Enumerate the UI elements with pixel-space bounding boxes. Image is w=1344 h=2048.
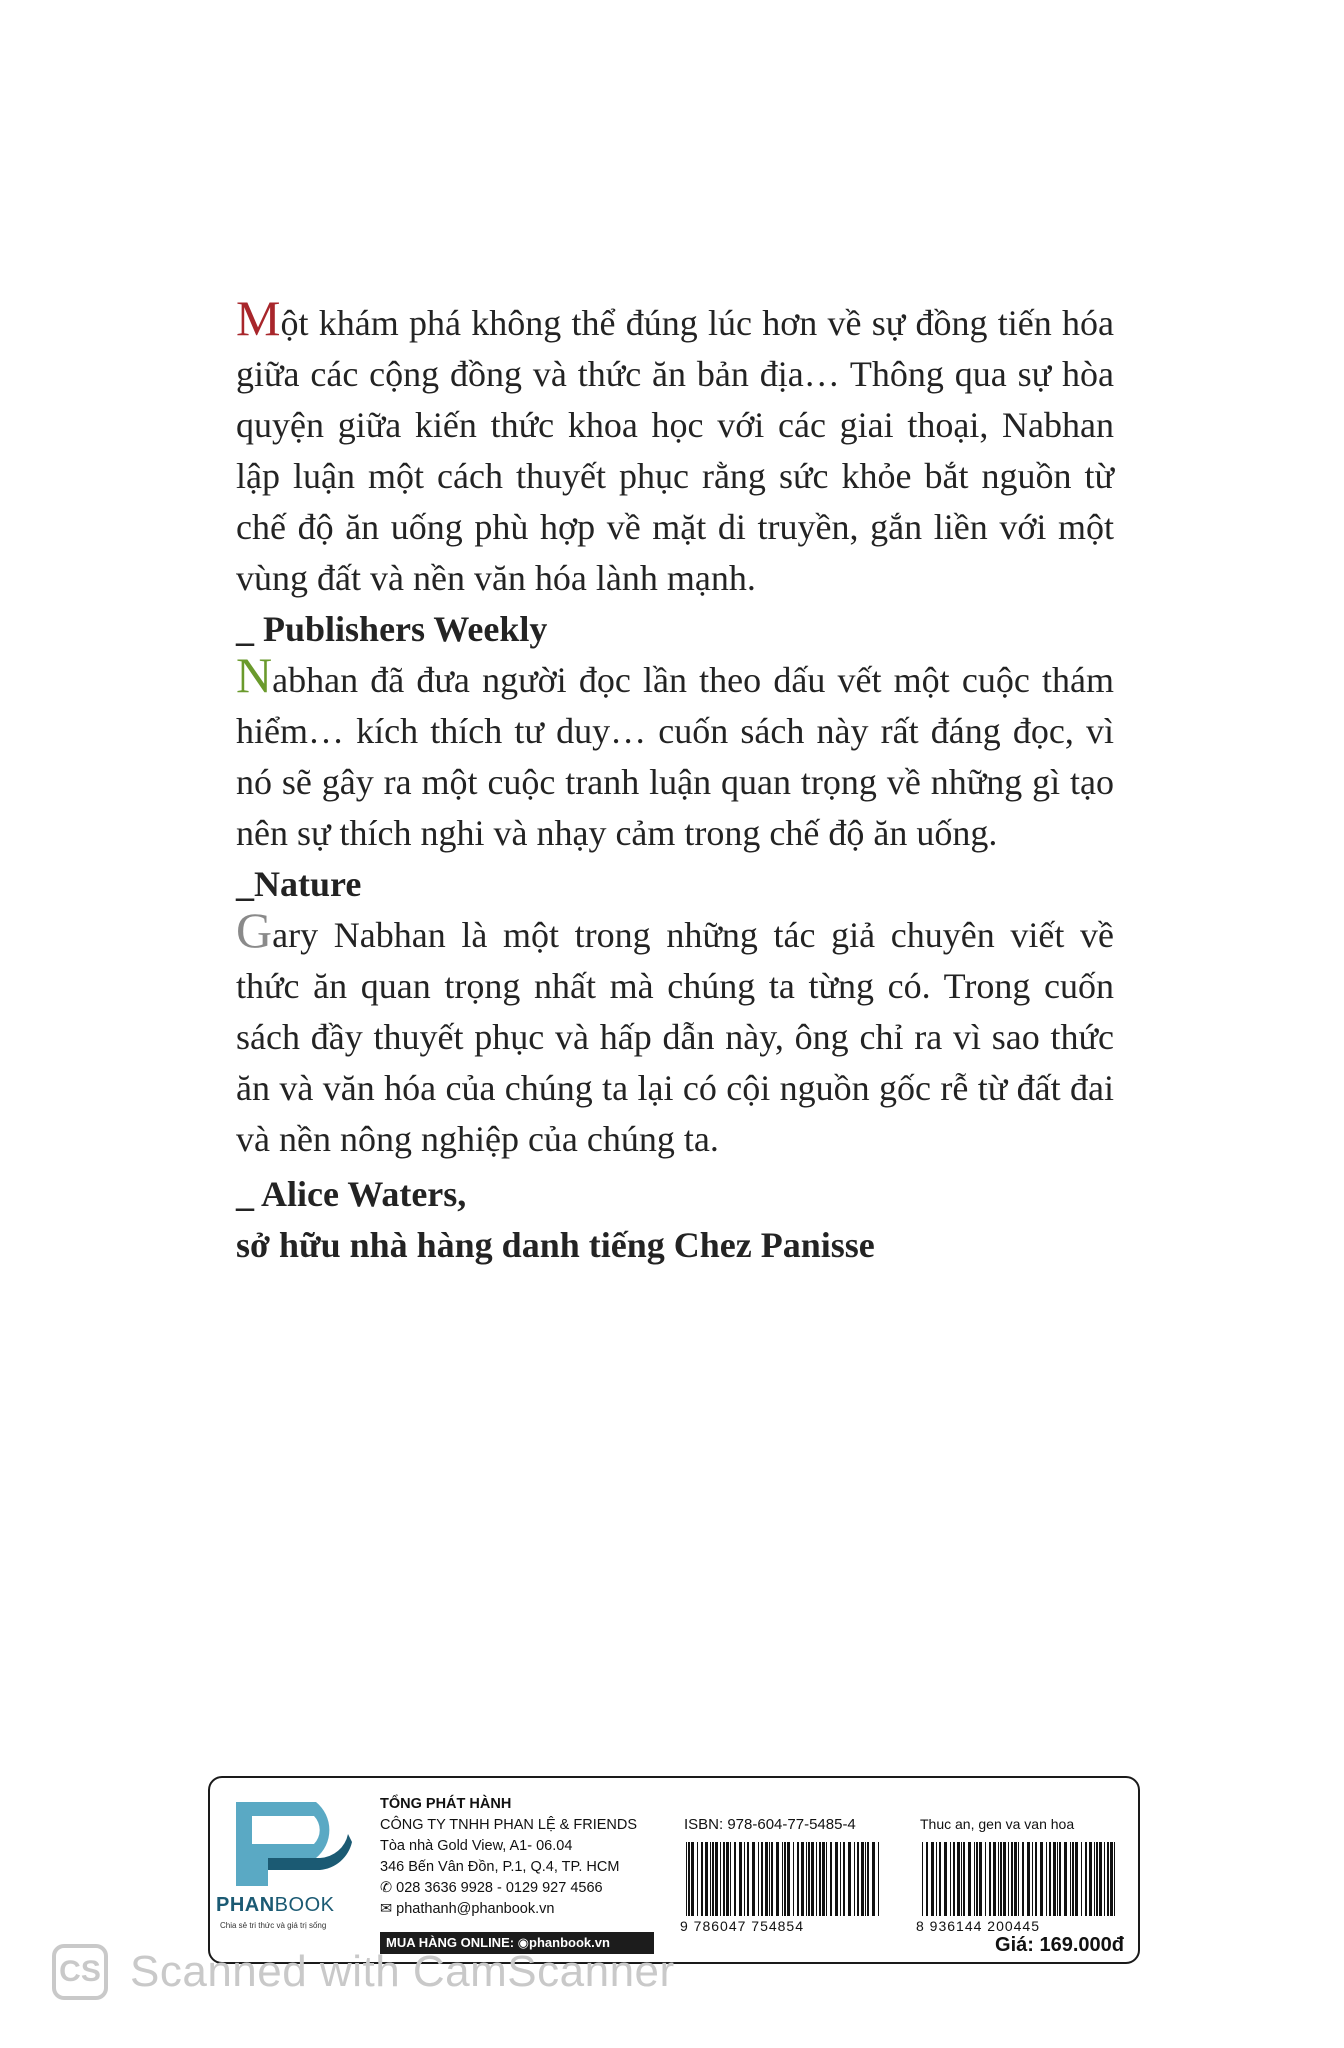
- barcode-bar: [1114, 1842, 1115, 1916]
- camscanner-icon: CS: [52, 1944, 108, 2000]
- barcode-bar: [840, 1842, 841, 1916]
- barcode-bar: [1057, 1842, 1058, 1916]
- dropcap: G: [236, 902, 273, 958]
- barcode-bar: [701, 1842, 703, 1916]
- barcode-bar: [854, 1842, 855, 1916]
- phanbook-logo: [228, 1794, 368, 1894]
- isbn-label: ISBN: 978-604-77-5485-4: [684, 1816, 856, 1833]
- barcode-bar: [939, 1842, 941, 1916]
- barcode-bar: [1064, 1842, 1067, 1916]
- address-line-2: 346 Bến Vân Đồn, P.1, Q.4, TP. HCM: [380, 1859, 620, 1875]
- barcode-bar: [861, 1842, 864, 1916]
- barcode-bar: [998, 1842, 999, 1916]
- barcode-bar: [1094, 1842, 1095, 1916]
- barcode-bar: [865, 1842, 866, 1916]
- wordmark-light: BOOK: [274, 1894, 335, 1916]
- barcode-bar: [843, 1842, 845, 1916]
- barcode-bar: [688, 1842, 690, 1916]
- barcode-bar: [1107, 1842, 1109, 1916]
- barcode-bar: [830, 1842, 832, 1916]
- quote-attribution: _Nature: [236, 864, 362, 904]
- barcode-bar: [1081, 1842, 1082, 1916]
- price-label: Giá: 169.000đ: [995, 1934, 1124, 1956]
- barcode-bar: [1040, 1842, 1043, 1916]
- phanbook-logo-icon: [228, 1794, 358, 1894]
- barcode-bar: [848, 1842, 851, 1916]
- barcode-bar: [744, 1842, 745, 1916]
- distributor-heading: TỔNG PHÁT HÀNH: [380, 1796, 512, 1812]
- barcode-bar: [979, 1842, 982, 1916]
- barcode-bar: [758, 1842, 759, 1916]
- barcode-bar: [705, 1842, 708, 1916]
- email-address: ✉ phathanh@phanbook.vn: [380, 1901, 555, 1917]
- barcode-bar: [808, 1842, 810, 1916]
- quote-text: [236, 902, 1114, 1165]
- barcode-bar: [1049, 1842, 1051, 1916]
- barcode-bar: [747, 1842, 749, 1916]
- barcode-bar: [1110, 1842, 1113, 1916]
- barcode-bar: [723, 1842, 725, 1916]
- logo-tagline: Chia sẻ tri thức và giá trị sống: [220, 1921, 327, 1930]
- barcode-bar: [1018, 1842, 1019, 1916]
- barcode-bar: [776, 1842, 779, 1916]
- barcode-bar: [1046, 1842, 1047, 1916]
- watermark-text: Scanned with CamScanner: [130, 1947, 675, 1996]
- barcode-bar: [765, 1842, 768, 1916]
- barcode-bar: [953, 1842, 955, 1916]
- barcode-bar: [1099, 1842, 1102, 1916]
- barcode-bar: [961, 1842, 962, 1916]
- barcode-bar: [944, 1842, 947, 1916]
- barcode-bar: [816, 1842, 817, 1916]
- barcode-bar: [1053, 1842, 1056, 1916]
- quote-text: [236, 647, 1114, 859]
- dropcap: M: [236, 290, 281, 346]
- barcode-bar: [1059, 1842, 1061, 1916]
- barcode-bar: [857, 1842, 859, 1916]
- buy-online-banner: MUA HÀNG ONLINE: ◉phanbook.vn: [380, 1932, 654, 1954]
- barcode-bar: [822, 1842, 825, 1916]
- barcode-bar: [771, 1842, 773, 1916]
- quote-body: ary Nabhan là một trong những tác giả chuyên viết về thức ăn quan trọng nhất mà chúng ta từng có. Trong cuốn sách đầy thuyết phục và hấp dẫn này, ông chỉ ra vì sao thức ăn và văn hóa của chúng ta lại có cội nguồn gốc rễ từ đất đai và nền nông nghiệp của chúng ta.: [236, 915, 1114, 1159]
- ean-barcode: [920, 1842, 1120, 1916]
- barcode-bar: [974, 1842, 975, 1916]
- barcode-bar: [726, 1842, 729, 1916]
- barcode-bar: [878, 1842, 879, 1916]
- barcode-bar: [989, 1842, 991, 1916]
- barcode-bar: [710, 1842, 711, 1916]
- barcode-bar: [936, 1842, 937, 1916]
- camscanner-watermark: [52, 1942, 675, 2002]
- barcode-bar: [1032, 1842, 1033, 1916]
- wordmark-bold: PHAN: [216, 1894, 275, 1916]
- barcode-bar: [697, 1842, 698, 1916]
- barcode-bar: [761, 1842, 763, 1916]
- barcode-bar: [1104, 1842, 1105, 1916]
- barcode-bar: [686, 1842, 687, 1916]
- barcode-bar: [793, 1842, 794, 1916]
- isbn-barcode: [684, 1842, 884, 1916]
- barcode-bar: [739, 1842, 742, 1916]
- barcode-bar: [1070, 1842, 1071, 1916]
- barcode-bar: [1027, 1842, 1030, 1916]
- quote-attribution: _ Alice Waters,: [236, 1174, 467, 1214]
- barcode-bar: [993, 1842, 996, 1916]
- barcode-bar: [926, 1842, 928, 1916]
- barcode-bar: [715, 1842, 718, 1916]
- barcode-bar: [691, 1842, 694, 1916]
- barcode-bar: [922, 1842, 923, 1916]
- quote-text: [236, 290, 1114, 604]
- barcode-bar: [1003, 1842, 1006, 1916]
- barcode-bar: [1000, 1842, 1002, 1916]
- barcode-bar: [787, 1842, 790, 1916]
- quote-body: ột khám phá không thể đúng lúc hơn về sự đồng tiến hóa giữa các cộng đồng và thức ăn bản địa… Thông qua sự hòa quyện giữa kiến thức khoa học với các giai thoại, Nabhan lập luận một cách thuyết phục rằng sức khỏe bắt nguồn từ chế độ ăn uống phù hợp về mặt di truyền, gắn liền với một vùng đất và nền văn hóa lành mạnh.: [236, 303, 1114, 598]
- barcode-bar: [801, 1842, 804, 1916]
- barcode-bar: [1011, 1842, 1013, 1916]
- barcode-bar: [957, 1842, 960, 1916]
- isbn-barcode-digits: 9 786047 754854: [680, 1918, 804, 1934]
- ean-barcode-digits: 8 936144 200445: [916, 1918, 1040, 1934]
- barcode-bar: [782, 1842, 783, 1916]
- barcode-bar: [752, 1842, 755, 1916]
- barcode-bar: [931, 1842, 934, 1916]
- distributor-info: [380, 1794, 670, 1920]
- barcode-bar: [1035, 1842, 1037, 1916]
- barcode-bar: [963, 1842, 965, 1916]
- barcode-bar: [1014, 1842, 1017, 1916]
- barcode-bar: [985, 1842, 986, 1916]
- barcode-bar: [950, 1842, 951, 1916]
- barcode-bar: [1089, 1842, 1092, 1916]
- barcode-bar: [730, 1842, 731, 1916]
- barcode-bar: [1008, 1842, 1009, 1916]
- barcode-bar: [826, 1842, 827, 1916]
- barcode-bar: [712, 1842, 714, 1916]
- quote-nature: [236, 647, 1114, 910]
- barcode-bar: [806, 1842, 807, 1916]
- book-title-tag: Thuc an, gen va van hoa: [920, 1816, 1075, 1832]
- barcode-bar: [720, 1842, 721, 1916]
- barcode-bar: [872, 1842, 875, 1916]
- barcode-bar: [819, 1842, 821, 1916]
- barcode-bar: [976, 1842, 978, 1916]
- quote-body: abhan đã đưa người đọc lần theo dấu vết một cuộc thám hiểm… kích thích tư duy… cuốn sách này rất đáng đọc, vì nó sẽ gây ra một cuộc tranh luận quan trọng về những gì tạo nên sự thích nghi và nhạy cảm trong chế độ ăn uống.: [236, 660, 1114, 853]
- barcode-bar: [734, 1842, 736, 1916]
- quote-alice-waters: [236, 902, 1114, 1271]
- quote-attribution: _ Publishers Weekly: [236, 609, 548, 649]
- barcode-bar: [769, 1842, 770, 1916]
- company-name: CÔNG TY TNHH PHAN LỆ & FRIENDS: [380, 1817, 638, 1833]
- barcode-bar: [835, 1842, 838, 1916]
- barcode-bar: [784, 1842, 786, 1916]
- barcode-bar: [797, 1842, 799, 1916]
- barcode-bar: [1022, 1842, 1024, 1916]
- barcode-bar: [811, 1842, 814, 1916]
- barcode-bar: [867, 1842, 869, 1916]
- address-line-1: Tòa nhà Gold View, A1- 06.04: [380, 1838, 573, 1854]
- barcode-bar: [1085, 1842, 1087, 1916]
- barcode-bar: [1075, 1842, 1078, 1916]
- quote-publishers-weekly: [236, 290, 1114, 655]
- barcode-bar: [968, 1842, 971, 1916]
- barcode-bar: [1096, 1842, 1098, 1916]
- quote-attribution-detail: sở hữu nhà hàng danh tiếng Chez Panisse: [236, 1225, 875, 1265]
- review-quotes: [236, 290, 1114, 1271]
- publisher-info-box: [208, 1776, 1140, 1964]
- dropcap: N: [236, 647, 273, 703]
- phanbook-wordmark: [216, 1894, 366, 1917]
- phone-numbers: ✆ 028 3636 9928 - 0129 927 4566: [380, 1880, 603, 1896]
- barcode-bar: [1072, 1842, 1074, 1916]
